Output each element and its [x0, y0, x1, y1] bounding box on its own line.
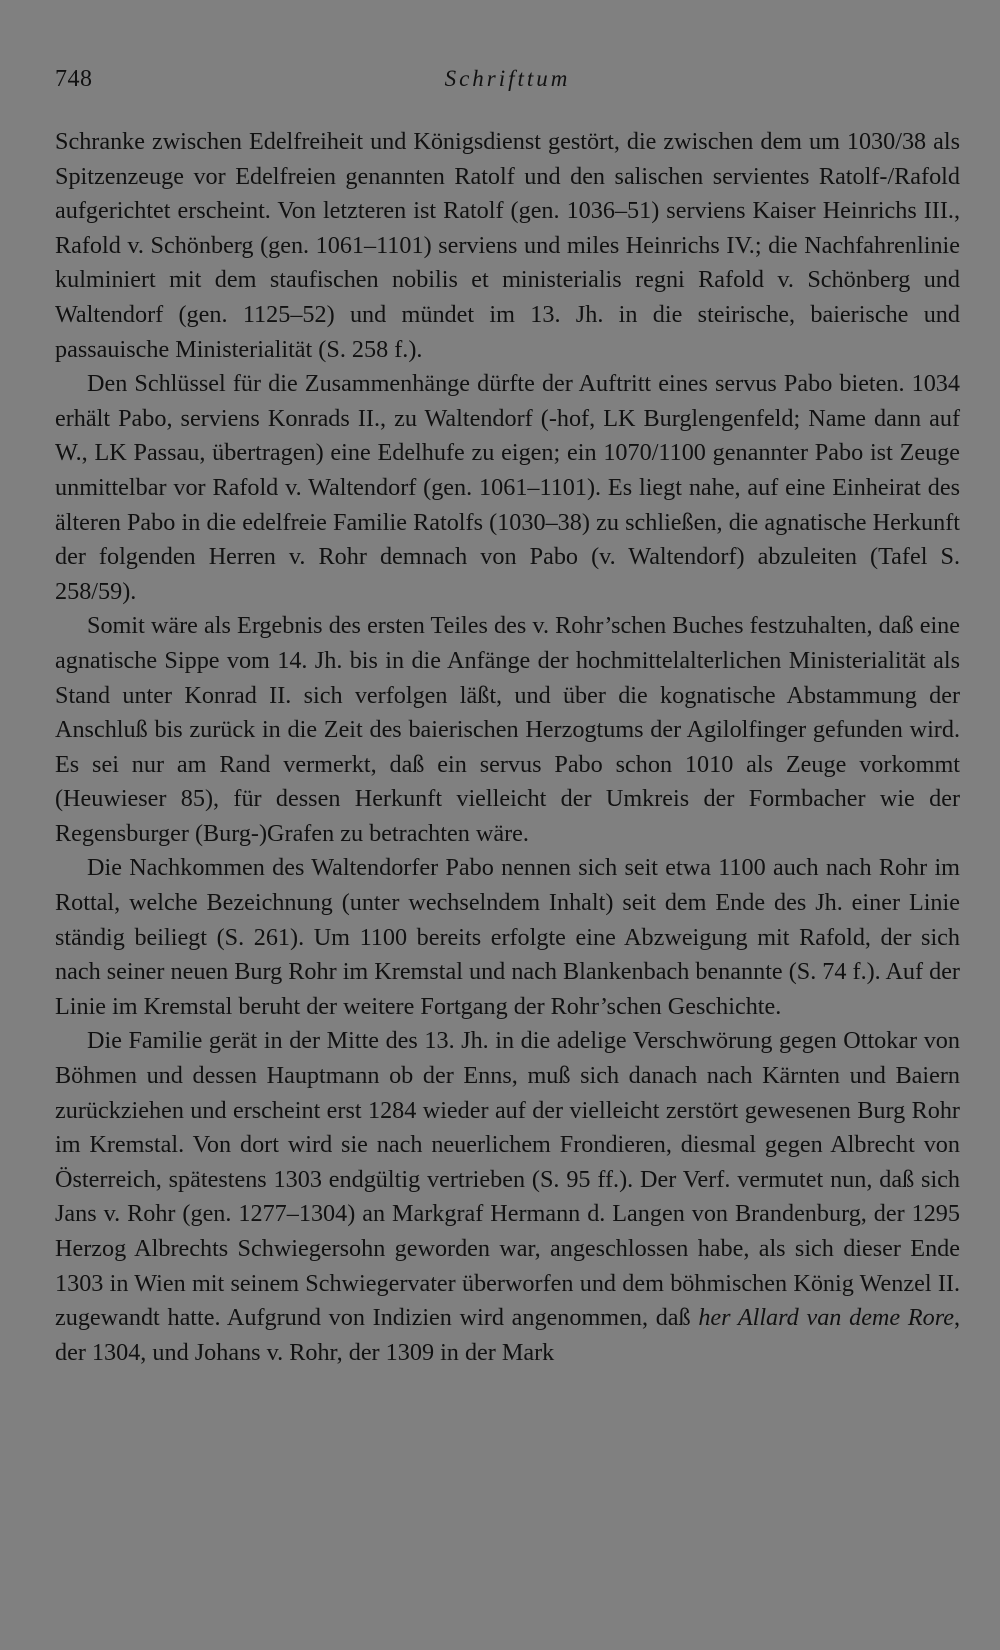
page-number: 748 — [55, 66, 93, 92]
body-text — [55, 125, 960, 1370]
paragraph: Somit wäre als Ergebnis des ersten Teiles des v. Rohr’schen Buches festzuhalten, daß eine agnatische Sippe vom 14. Jh. bis in die Anfänge der hochmittelalterlichen Ministerialität als Stand unter Konrad II. sich verfolgen läßt, und über die kognatische Abstammung der Anschluß bis zurück in die Zeit des baierischen Herzogtums der Agilolfinger gefunden wird. Es sei nur am Rand vermerkt, daß ein servus Pabo schon 1010 als Zeuge vorkommt (Heuwieser 85), für dessen Herkunft vielleicht der Umkreis der Formbacher wie der Regensburger (Burg-)Grafen zu betrachten wäre. — [55, 612, 960, 847]
paragraph — [55, 1024, 960, 1370]
page-header — [55, 66, 960, 106]
paragraph-text: Die Familie gerät in der Mitte des 13. Jh. in die adelige Verschwörung gegen Ottokar von Böhmen und dessen Hauptmann ob der Enns, muß sich danach nach Kärnten und Baiern zurückziehen und erscheint erst 1284 wieder auf der vielleicht zerstört gewesenen Burg Rohr im Kremstal. Von dort wird sie nach neuerlichem Frondieren, diesmal gegen Albrecht von Österreich, spätestens 1303 endgültig vertrieben (S. 95 ff.). Der Verf. vermutet nun, daß sich Jans v. Rohr (gen. 1277–1304) an Markgraf Hermann d. Langen von Brandenburg, der 1295 Herzog Albrechts Schwiegersohn geworden war, angeschlossen habe, als sich dieser Ende 1303 in Wien mit seinem Schwiegervater überworfen und dem böhmischen König Wenzel II. zugewandt hatte. Aufgrund von Indizien wird angenommen, daß — [55, 1027, 960, 1332]
paragraph-text: , der 1304, und Johans v. Rohr, der 1309 in der Mark — [55, 1304, 960, 1366]
running-title: Schrifttum — [444, 66, 571, 91]
paragraph: Den Schlüssel für die Zusammenhänge dürfte der Auftritt eines servus Pabo bieten. 1034 erhält Pabo, serviens Konrads II., zu Waltendorf (-hof, LK Burglengenfeld; Name dann auf W., LK Passau, übertragen) eine Edelhufe zu eigen; ein 1070/1100 genannter Pabo ist Zeuge unmittelbar vor Rafold v. Waltendorf (gen. 1061–1101). Es liegt nahe, auf eine Einheirat des älteren Pabo in die edelfreie Familie Ratolfs (1030–38) zu schließen, die agnatische Herkunft der folgenden Herren v. Rohr demnach von Pabo (v. Waltendorf) abzuleiten (Tafel S. 258/59). — [55, 370, 960, 605]
italic-quotation: her Allard van deme Rore — [698, 1304, 954, 1332]
paragraph: Schranke zwischen Edelfreiheit und Königsdienst gestört, die zwischen dem um 1030/38 als Spitzenzeuge vor Edelfreien genannten Ratolf und den salischen servientes Ratolf-/Rafold aufgerichtet erscheint. Von letzteren ist Ratolf (gen. 1036–51) serviens Kaiser Heinrichs III., Rafold v. Schönberg (gen. 1061–1101) serviens und miles Heinrichs IV.; die Nachfahrenlinie kulminiert mit dem staufischen nobilis et ministerialis regni Rafold v. Schönberg und Waltendorf (gen. 1125–52) und mündet im 13. Jh. in die steirische, baierische und passauische Ministerialität (S. 258 f.). — [55, 128, 960, 363]
paragraph: Die Nachkommen des Waltendorfer Pabo nennen sich seit etwa 1100 auch nach Rohr im Rottal, welche Bezeichnung (unter wechselndem Inhalt) seit dem Ende des Jh. einer Linie ständig beiliegt (S. 261). Um 1100 bereits erfolgte eine Abzweigung mit Rafold, der sich nach seiner neuen Burg Rohr im Kremstal und nach Blankenbach benannte (S. 74 f.). Auf der Linie im Kremstal beruht der weitere Fortgang der Rohr’schen Geschichte. — [55, 854, 960, 1020]
